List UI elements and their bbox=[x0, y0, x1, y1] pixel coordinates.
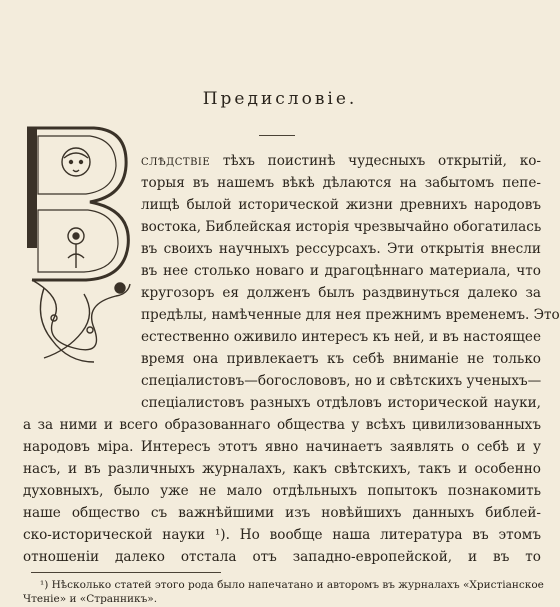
text-line: спеціалистовъ—богослововъ, но и свѣтскихъ ученыхъ— bbox=[141, 373, 542, 389]
text-line: спеціалистовъ разныхъ отдѣловъ исторической науки, bbox=[141, 395, 541, 411]
text-line-part: тѣхъ поистинѣ чудесныхъ открытій, ко- bbox=[222, 153, 541, 169]
page-title: Предисловіе. bbox=[202, 89, 358, 109]
text-line: отношеніи далеко отстала отъ западно-европейской, и въ то bbox=[23, 549, 541, 565]
footnote-rule bbox=[31, 572, 221, 573]
text-line bbox=[141, 150, 541, 172]
text-line: естественно оживило интересъ къ ней, и въ настоящее bbox=[141, 329, 541, 345]
text-line: торыя въ нашемъ вѣкѣ дѣлаются на забытомъ пепе- bbox=[141, 175, 541, 191]
text-line: въ своихъ научныхъ рессурсахъ. Эти открытія внесли bbox=[141, 241, 541, 257]
text-line: востока, Библейская исторія чрезвычайно обогатилась bbox=[141, 219, 542, 235]
title-rule bbox=[259, 135, 295, 136]
footnote-line: ¹) Нѣсколько статей этого рода было напечатано и авторомъ въ журналахъ «Христіанское bbox=[40, 579, 544, 591]
text-line: духовныхъ, было уже не мало отдѣльныхъ попытокъ познакомить bbox=[23, 483, 541, 499]
text-line: а за ними и всего образованнаго общества у всѣхъ цивилизованныхъ bbox=[23, 417, 541, 433]
text-line: время она привлекаетъ къ себѣ вниманіе не только bbox=[141, 351, 541, 367]
text-line: народовъ міра. Интересъ этотъ явно начинаетъ заявлять о себѣ и у bbox=[23, 439, 541, 455]
text-line: кругозоръ ея долженъ былъ раздвинуться далеко за bbox=[141, 285, 541, 301]
lead-word: слѣдствіе bbox=[141, 153, 211, 169]
text-line: въ нее столько новаго и драгоцѣннаго материала, что bbox=[141, 263, 541, 279]
text-line: насъ, и въ различныхъ журналахъ, какъ свѣтскихъ, такъ и особенно bbox=[23, 461, 541, 477]
text-line: лищѣ былой исторической жизни древнихъ народовъ bbox=[141, 197, 541, 213]
text-line: наше общество съ важнѣйшими изъ новѣйшихъ данныхъ библей- bbox=[23, 505, 541, 521]
text-line: предѣлы, намѣченные для нея прежнимъ временемъ. Это bbox=[141, 307, 560, 323]
text-line: ско-исторической науки ¹). Но вообще наша литература въ этомъ bbox=[23, 527, 541, 543]
footnote-line: Чтеніе» и «Странникъ». bbox=[23, 593, 158, 605]
ornamental-initial bbox=[24, 118, 136, 370]
